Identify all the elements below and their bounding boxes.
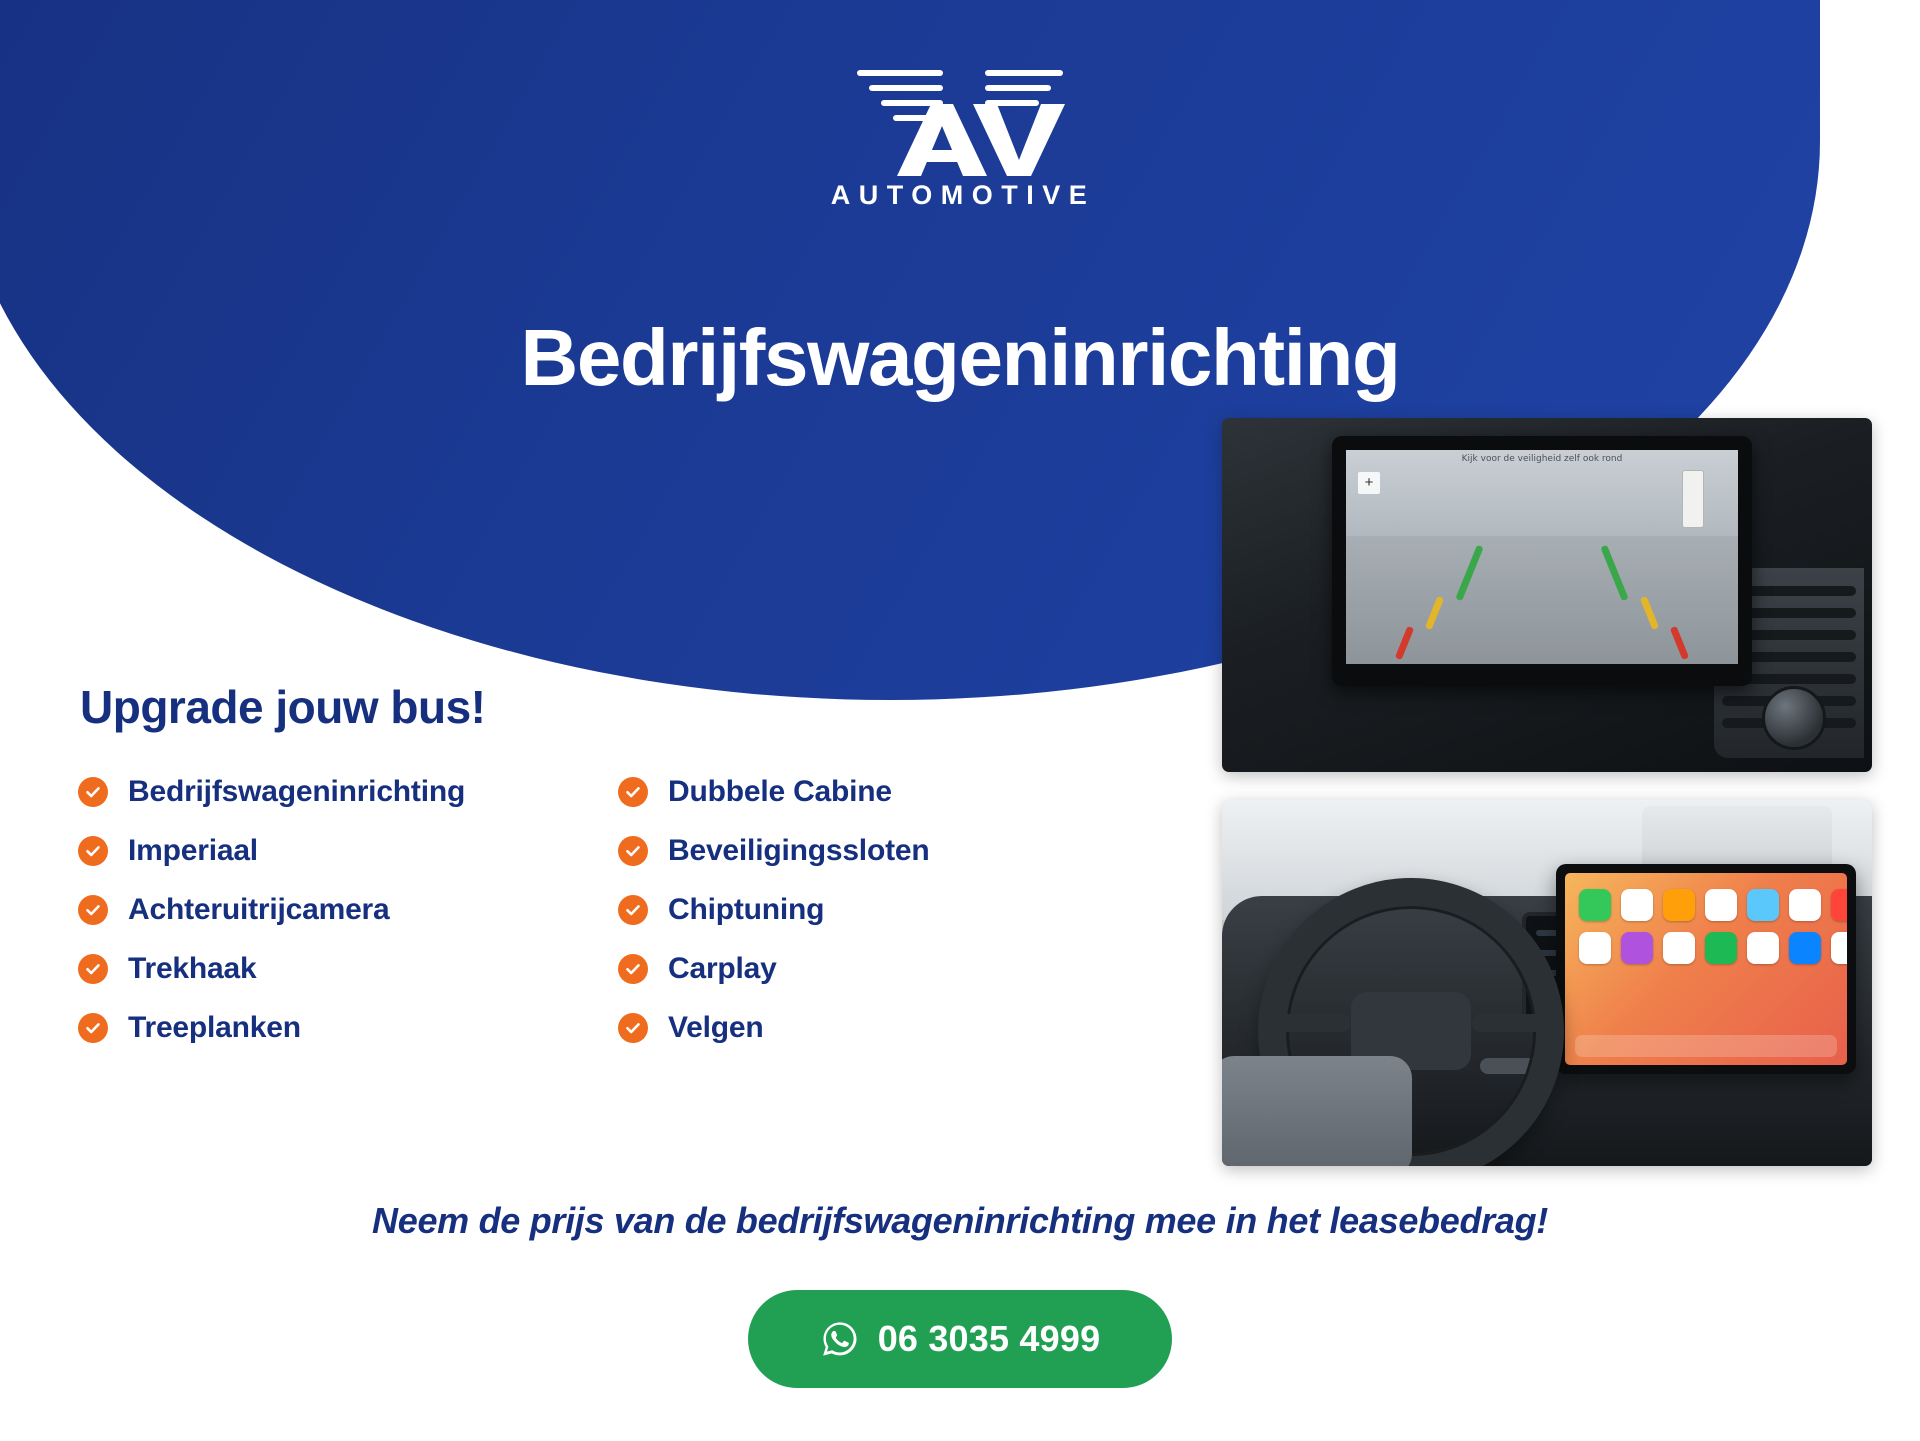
feature-label: Imperiaal (128, 834, 258, 867)
check-circle-icon (618, 954, 648, 984)
feature-label: Treeplanken (128, 1011, 301, 1044)
check-circle-icon (78, 1013, 108, 1043)
av-automotive-logo-icon (835, 52, 1085, 184)
carplay-display (1556, 864, 1856, 1074)
list-item (78, 1006, 618, 1050)
feature-column-right (618, 770, 1158, 1065)
feature-column-left (78, 770, 618, 1065)
brand-wordmark: AUTOMOTIVE (830, 180, 1096, 210)
feature-grid (78, 770, 1158, 1065)
check-circle-icon (78, 954, 108, 984)
feature-label: Achteruitrijcamera (128, 893, 390, 926)
list-item (618, 829, 1158, 873)
whatsapp-call-button[interactable] (748, 1290, 1173, 1388)
list-item (78, 947, 618, 991)
feature-label: Chiptuning (668, 893, 825, 926)
section-subheading: Upgrade jouw bus! (80, 681, 486, 733)
list-item (618, 1006, 1158, 1050)
whatsapp-icon (820, 1319, 860, 1359)
check-circle-icon (618, 777, 648, 807)
check-circle-icon (78, 836, 108, 866)
cta-phone-label: 06 3035 4999 (877, 1318, 1101, 1359)
list-item (618, 888, 1158, 932)
list-item (618, 947, 1158, 991)
check-circle-icon (618, 895, 648, 925)
feature-label: Dubbele Cabine (668, 775, 892, 808)
check-circle-icon (78, 895, 108, 925)
reverse-camera-dashboard-photo (1222, 418, 1872, 772)
brand-logo (0, 52, 1920, 211)
camera-screen-caption: Kijk voor de veiligheid zelf ook rond (1461, 454, 1623, 464)
steering-wheel-carplay-photo (1222, 800, 1872, 1166)
feature-label: Trekhaak (128, 952, 257, 985)
feature-label: Beveiligingssloten (668, 834, 930, 867)
features-section (78, 680, 1158, 1065)
feature-label: Carplay (668, 952, 777, 985)
feature-label: Velgen (668, 1011, 764, 1044)
check-circle-icon (618, 836, 648, 866)
lease-tagline: Neem de prijs van de bedrijfswageninrichting mee in het leasebedrag! (372, 1200, 1548, 1241)
check-circle-icon (78, 777, 108, 807)
list-item (78, 888, 618, 932)
list-item (618, 770, 1158, 814)
page-title: Bedrijfswageninrichting (520, 312, 1400, 402)
check-circle-icon (618, 1013, 648, 1043)
feature-label: Bedrijfswageninrichting (128, 775, 466, 808)
zoom-in-icon: + (1358, 472, 1380, 494)
list-item (78, 770, 618, 814)
cta-section (0, 1290, 1920, 1388)
list-item (78, 829, 618, 873)
